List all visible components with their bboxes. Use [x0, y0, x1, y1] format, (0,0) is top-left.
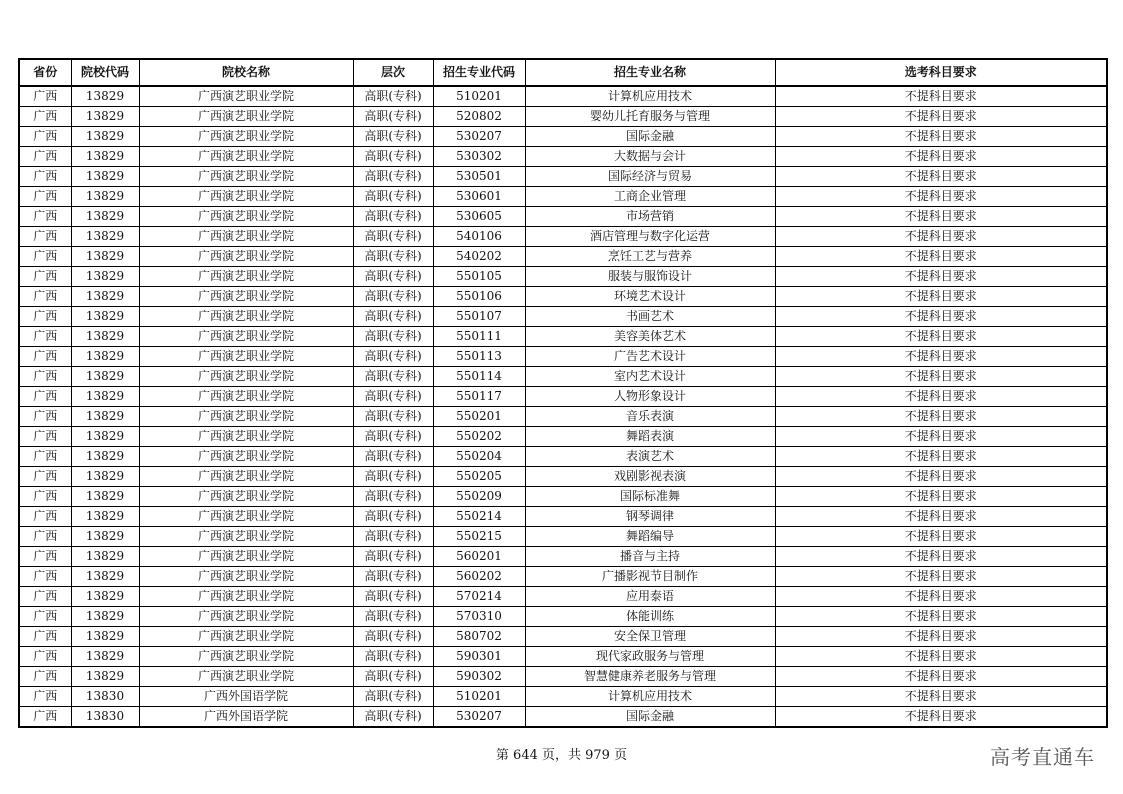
- cell-province: 广西: [19, 647, 71, 667]
- cell-major-code: 550105: [433, 267, 525, 287]
- cell-major-name: 现代家政服务与管理: [525, 647, 775, 667]
- cell-school-code: 13829: [71, 487, 139, 507]
- cell-subject-requirement: 不提科目要求: [775, 86, 1107, 107]
- cell-major-name: 美容美体艺术: [525, 327, 775, 347]
- cell-level: 高职(专科): [353, 207, 433, 227]
- cell-school-code: 13830: [71, 707, 139, 728]
- cell-major-code: 510201: [433, 687, 525, 707]
- cell-level: 高职(专科): [353, 487, 433, 507]
- cell-school-name: 广西演艺职业学院: [139, 287, 353, 307]
- admission-table: [18, 58, 1108, 728]
- table-row: [19, 447, 1107, 467]
- cell-major-code: 530302: [433, 147, 525, 167]
- cell-province: 广西: [19, 347, 71, 367]
- table-row: [19, 507, 1107, 527]
- cell-province: 广西: [19, 127, 71, 147]
- cell-subject-requirement: 不提科目要求: [775, 547, 1107, 567]
- table-row: [19, 567, 1107, 587]
- cell-major-code: 550202: [433, 427, 525, 447]
- table-row: [19, 247, 1107, 267]
- table-row: [19, 267, 1107, 287]
- table-row: [19, 107, 1107, 127]
- cell-major-code: 550209: [433, 487, 525, 507]
- cell-school-name: 广西演艺职业学院: [139, 127, 353, 147]
- cell-major-name: 国际标准舞: [525, 487, 775, 507]
- cell-level: 高职(专科): [353, 587, 433, 607]
- cell-major-name: 人物形象设计: [525, 387, 775, 407]
- table-row: [19, 707, 1107, 728]
- cell-major-code: 550204: [433, 447, 525, 467]
- cell-school-name: 广西演艺职业学院: [139, 167, 353, 187]
- cell-school-name: 广西演艺职业学院: [139, 327, 353, 347]
- cell-school-name: 广西演艺职业学院: [139, 247, 353, 267]
- cell-school-code: 13829: [71, 467, 139, 487]
- cell-major-name: 工商企业管理: [525, 187, 775, 207]
- cell-subject-requirement: 不提科目要求: [775, 487, 1107, 507]
- cell-subject-requirement: 不提科目要求: [775, 667, 1107, 687]
- cell-level: 高职(专科): [353, 467, 433, 487]
- cell-school-code: 13829: [71, 167, 139, 187]
- cell-major-name: 舞蹈表演: [525, 427, 775, 447]
- cell-subject-requirement: 不提科目要求: [775, 367, 1107, 387]
- cell-major-code: 540106: [433, 227, 525, 247]
- cell-province: 广西: [19, 107, 71, 127]
- cell-major-code: 530601: [433, 187, 525, 207]
- cell-province: 广西: [19, 367, 71, 387]
- table-row: [19, 227, 1107, 247]
- cell-major-code: 550111: [433, 327, 525, 347]
- cell-province: 广西: [19, 527, 71, 547]
- table-row: [19, 207, 1107, 227]
- cell-school-code: 13829: [71, 127, 139, 147]
- table-row: [19, 347, 1107, 367]
- table-row: [19, 547, 1107, 567]
- cell-province: 广西: [19, 547, 71, 567]
- cell-level: 高职(专科): [353, 287, 433, 307]
- cell-school-code: 13830: [71, 687, 139, 707]
- table-row: [19, 387, 1107, 407]
- cell-province: 广西: [19, 467, 71, 487]
- cell-school-name: 广西演艺职业学院: [139, 347, 353, 367]
- cell-level: 高职(专科): [353, 247, 433, 267]
- cell-level: 高职(专科): [353, 86, 433, 107]
- cell-level: 高职(专科): [353, 507, 433, 527]
- cell-major-name: 计算机应用技术: [525, 86, 775, 107]
- cell-subject-requirement: 不提科目要求: [775, 327, 1107, 347]
- cell-major-code: 550201: [433, 407, 525, 427]
- cell-school-name: 广西演艺职业学院: [139, 607, 353, 627]
- cell-major-name: 烹饪工艺与营养: [525, 247, 775, 267]
- cell-school-name: 广西演艺职业学院: [139, 267, 353, 287]
- cell-subject-requirement: 不提科目要求: [775, 427, 1107, 447]
- cell-school-code: 13829: [71, 207, 139, 227]
- cell-province: 广西: [19, 247, 71, 267]
- cell-province: 广西: [19, 587, 71, 607]
- cell-province: 广西: [19, 207, 71, 227]
- cell-level: 高职(专科): [353, 527, 433, 547]
- table-row: [19, 187, 1107, 207]
- cell-school-code: 13829: [71, 447, 139, 467]
- table-header-row: [19, 59, 1107, 86]
- cell-major-name: 舞蹈编导: [525, 527, 775, 547]
- cell-level: 高职(专科): [353, 687, 433, 707]
- cell-subject-requirement: 不提科目要求: [775, 687, 1107, 707]
- table-body: [19, 86, 1107, 727]
- cell-school-name: 广西演艺职业学院: [139, 627, 353, 647]
- cell-school-name: 广西演艺职业学院: [139, 487, 353, 507]
- watermark-text: 高考直通车: [990, 745, 1095, 769]
- cell-level: 高职(专科): [353, 227, 433, 247]
- cell-subject-requirement: 不提科目要求: [775, 267, 1107, 287]
- cell-province: 广西: [19, 86, 71, 107]
- cell-province: 广西: [19, 447, 71, 467]
- cell-subject-requirement: 不提科目要求: [775, 407, 1107, 427]
- cell-school-code: 13829: [71, 347, 139, 367]
- cell-school-code: 13829: [71, 647, 139, 667]
- cell-level: 高职(专科): [353, 647, 433, 667]
- cell-major-name: 国际金融: [525, 707, 775, 728]
- table-row: [19, 467, 1107, 487]
- cell-school-name: 广西演艺职业学院: [139, 427, 353, 447]
- cell-major-name: 书画艺术: [525, 307, 775, 327]
- cell-school-code: 13829: [71, 667, 139, 687]
- cell-major-name: 体能训练: [525, 607, 775, 627]
- cell-level: 高职(专科): [353, 547, 433, 567]
- cell-province: 广西: [19, 267, 71, 287]
- cell-major-code: 590302: [433, 667, 525, 687]
- cell-major-code: 560202: [433, 567, 525, 587]
- cell-major-code: 560201: [433, 547, 525, 567]
- cell-school-name: 广西演艺职业学院: [139, 207, 353, 227]
- cell-major-name: 大数据与会计: [525, 147, 775, 167]
- cell-province: 广西: [19, 607, 71, 627]
- cell-subject-requirement: 不提科目要求: [775, 347, 1107, 367]
- cell-major-code: 550205: [433, 467, 525, 487]
- table-row: [19, 427, 1107, 447]
- cell-province: 广西: [19, 287, 71, 307]
- cell-level: 高职(专科): [353, 167, 433, 187]
- cell-school-code: 13829: [71, 86, 139, 107]
- cell-level: 高职(专科): [353, 367, 433, 387]
- cell-school-name: 广西演艺职业学院: [139, 507, 353, 527]
- header-subject-requirement: 选考科目要求: [775, 59, 1107, 86]
- cell-level: 高职(专科): [353, 307, 433, 327]
- cell-school-code: 13829: [71, 507, 139, 527]
- cell-major-name: 酒店管理与数字化运营: [525, 227, 775, 247]
- cell-major-name: 戏剧影视表演: [525, 467, 775, 487]
- cell-province: 广西: [19, 187, 71, 207]
- cell-level: 高职(专科): [353, 187, 433, 207]
- header-school-name: 院校名称: [139, 59, 353, 86]
- cell-province: 广西: [19, 667, 71, 687]
- cell-major-code: 590301: [433, 647, 525, 667]
- table-row: [19, 147, 1107, 167]
- cell-subject-requirement: 不提科目要求: [775, 187, 1107, 207]
- cell-school-name: 广西演艺职业学院: [139, 367, 353, 387]
- cell-school-name: 广西演艺职业学院: [139, 387, 353, 407]
- cell-major-code: 570214: [433, 587, 525, 607]
- cell-province: 广西: [19, 487, 71, 507]
- cell-level: 高职(专科): [353, 607, 433, 627]
- cell-subject-requirement: 不提科目要求: [775, 287, 1107, 307]
- cell-province: 广西: [19, 167, 71, 187]
- header-school-code: 院校代码: [71, 59, 139, 86]
- cell-major-name: 播音与主持: [525, 547, 775, 567]
- table-row: [19, 647, 1107, 667]
- cell-major-code: 550107: [433, 307, 525, 327]
- cell-school-name: 广西演艺职业学院: [139, 86, 353, 107]
- cell-major-name: 安全保卫管理: [525, 627, 775, 647]
- cell-school-name: 广西外国语学院: [139, 707, 353, 728]
- cell-school-name: 广西演艺职业学院: [139, 547, 353, 567]
- table-row: [19, 167, 1107, 187]
- cell-subject-requirement: 不提科目要求: [775, 507, 1107, 527]
- cell-major-name: 音乐表演: [525, 407, 775, 427]
- cell-major-code: 570310: [433, 607, 525, 627]
- table-row: [19, 527, 1107, 547]
- cell-school-name: 广西演艺职业学院: [139, 407, 353, 427]
- cell-school-code: 13829: [71, 627, 139, 647]
- cell-major-code: 550215: [433, 527, 525, 547]
- header-major-code: 招生专业代码: [433, 59, 525, 86]
- cell-province: 广西: [19, 687, 71, 707]
- cell-province: 广西: [19, 387, 71, 407]
- cell-school-code: 13829: [71, 607, 139, 627]
- cell-school-code: 13829: [71, 187, 139, 207]
- cell-subject-requirement: 不提科目要求: [775, 567, 1107, 587]
- cell-subject-requirement: 不提科目要求: [775, 127, 1107, 147]
- cell-school-name: 广西演艺职业学院: [139, 147, 353, 167]
- cell-school-code: 13829: [71, 307, 139, 327]
- cell-level: 高职(专科): [353, 447, 433, 467]
- cell-subject-requirement: 不提科目要求: [775, 387, 1107, 407]
- page-number: 第 644 页，共 979 页: [495, 748, 628, 763]
- cell-level: 高职(专科): [353, 127, 433, 147]
- cell-subject-requirement: 不提科目要求: [775, 607, 1107, 627]
- cell-major-code: 550113: [433, 347, 525, 367]
- cell-school-code: 13829: [71, 367, 139, 387]
- cell-level: 高职(专科): [353, 567, 433, 587]
- cell-subject-requirement: 不提科目要求: [775, 527, 1107, 547]
- cell-subject-requirement: 不提科目要求: [775, 247, 1107, 267]
- header-major-name: 招生专业名称: [525, 59, 775, 86]
- cell-school-code: 13829: [71, 587, 139, 607]
- cell-subject-requirement: 不提科目要求: [775, 647, 1107, 667]
- cell-subject-requirement: 不提科目要求: [775, 307, 1107, 327]
- table-row: [19, 307, 1107, 327]
- cell-major-code: 530207: [433, 127, 525, 147]
- cell-subject-requirement: 不提科目要求: [775, 227, 1107, 247]
- cell-major-name: 环境艺术设计: [525, 287, 775, 307]
- table-row: [19, 287, 1107, 307]
- cell-subject-requirement: 不提科目要求: [775, 147, 1107, 167]
- cell-school-name: 广西演艺职业学院: [139, 447, 353, 467]
- table-row: [19, 687, 1107, 707]
- cell-major-code: 550114: [433, 367, 525, 387]
- cell-level: 高职(专科): [353, 667, 433, 687]
- cell-school-name: 广西演艺职业学院: [139, 467, 353, 487]
- cell-school-name: 广西演艺职业学院: [139, 307, 353, 327]
- header-level: 层次: [353, 59, 433, 86]
- cell-school-code: 13829: [71, 147, 139, 167]
- table-row: [19, 407, 1107, 427]
- cell-major-name: 国际金融: [525, 127, 775, 147]
- cell-subject-requirement: 不提科目要求: [775, 447, 1107, 467]
- cell-province: 广西: [19, 227, 71, 247]
- cell-school-code: 13829: [71, 287, 139, 307]
- cell-major-name: 钢琴调律: [525, 507, 775, 527]
- table-row: [19, 487, 1107, 507]
- cell-province: 广西: [19, 307, 71, 327]
- cell-subject-requirement: 不提科目要求: [775, 107, 1107, 127]
- cell-subject-requirement: 不提科目要求: [775, 207, 1107, 227]
- cell-level: 高职(专科): [353, 347, 433, 367]
- cell-level: 高职(专科): [353, 147, 433, 167]
- cell-school-code: 13829: [71, 427, 139, 447]
- cell-school-name: 广西演艺职业学院: [139, 227, 353, 247]
- cell-major-code: 540202: [433, 247, 525, 267]
- cell-major-name: 国际经济与贸易: [525, 167, 775, 187]
- cell-major-code: 580702: [433, 627, 525, 647]
- cell-level: 高职(专科): [353, 327, 433, 347]
- cell-level: 高职(专科): [353, 627, 433, 647]
- header-province: 省份: [19, 59, 71, 86]
- table-row: [19, 627, 1107, 647]
- cell-school-code: 13829: [71, 107, 139, 127]
- cell-major-name: 广告艺术设计: [525, 347, 775, 367]
- cell-level: 高职(专科): [353, 707, 433, 728]
- cell-school-code: 13829: [71, 567, 139, 587]
- cell-school-name: 广西演艺职业学院: [139, 667, 353, 687]
- cell-major-code: 550106: [433, 287, 525, 307]
- cell-province: 广西: [19, 427, 71, 447]
- cell-major-code: 510201: [433, 86, 525, 107]
- cell-school-code: 13829: [71, 247, 139, 267]
- cell-major-name: 智慧健康养老服务与管理: [525, 667, 775, 687]
- cell-school-code: 13829: [71, 527, 139, 547]
- cell-level: 高职(专科): [353, 107, 433, 127]
- table-row: [19, 86, 1107, 107]
- cell-major-code: 530501: [433, 167, 525, 187]
- cell-school-name: 广西演艺职业学院: [139, 187, 353, 207]
- cell-level: 高职(专科): [353, 407, 433, 427]
- cell-school-code: 13829: [71, 407, 139, 427]
- cell-school-code: 13829: [71, 547, 139, 567]
- cell-school-code: 13829: [71, 387, 139, 407]
- cell-subject-requirement: 不提科目要求: [775, 707, 1107, 728]
- cell-major-code: 530207: [433, 707, 525, 728]
- cell-level: 高职(专科): [353, 427, 433, 447]
- cell-major-name: 表演艺术: [525, 447, 775, 467]
- table-row: [19, 607, 1107, 627]
- table-row: [19, 587, 1107, 607]
- cell-province: 广西: [19, 147, 71, 167]
- cell-province: 广西: [19, 327, 71, 347]
- cell-province: 广西: [19, 507, 71, 527]
- cell-subject-requirement: 不提科目要求: [775, 627, 1107, 647]
- cell-major-name: 婴幼儿托育服务与管理: [525, 107, 775, 127]
- cell-level: 高职(专科): [353, 267, 433, 287]
- cell-school-code: 13829: [71, 267, 139, 287]
- cell-school-name: 广西外国语学院: [139, 687, 353, 707]
- cell-school-name: 广西演艺职业学院: [139, 647, 353, 667]
- cell-school-code: 13829: [71, 327, 139, 347]
- cell-school-code: 13829: [71, 227, 139, 247]
- cell-major-code: 550117: [433, 387, 525, 407]
- cell-province: 广西: [19, 707, 71, 728]
- cell-school-name: 广西演艺职业学院: [139, 587, 353, 607]
- cell-province: 广西: [19, 407, 71, 427]
- cell-major-code: 520802: [433, 107, 525, 127]
- table-row: [19, 127, 1107, 147]
- table-row: [19, 667, 1107, 687]
- cell-major-name: 室内艺术设计: [525, 367, 775, 387]
- cell-major-name: 服装与服饰设计: [525, 267, 775, 287]
- cell-province: 广西: [19, 567, 71, 587]
- cell-school-name: 广西演艺职业学院: [139, 527, 353, 547]
- cell-major-code: 530605: [433, 207, 525, 227]
- cell-school-name: 广西演艺职业学院: [139, 107, 353, 127]
- cell-major-name: 计算机应用技术: [525, 687, 775, 707]
- cell-subject-requirement: 不提科目要求: [775, 467, 1107, 487]
- cell-level: 高职(专科): [353, 387, 433, 407]
- cell-province: 广西: [19, 627, 71, 647]
- cell-major-name: 应用泰语: [525, 587, 775, 607]
- table-row: [19, 367, 1107, 387]
- cell-major-name: 广播影视节目制作: [525, 567, 775, 587]
- table-row: [19, 327, 1107, 347]
- cell-major-name: 市场营销: [525, 207, 775, 227]
- cell-subject-requirement: 不提科目要求: [775, 587, 1107, 607]
- cell-subject-requirement: 不提科目要求: [775, 167, 1107, 187]
- cell-school-name: 广西演艺职业学院: [139, 567, 353, 587]
- cell-major-code: 550214: [433, 507, 525, 527]
